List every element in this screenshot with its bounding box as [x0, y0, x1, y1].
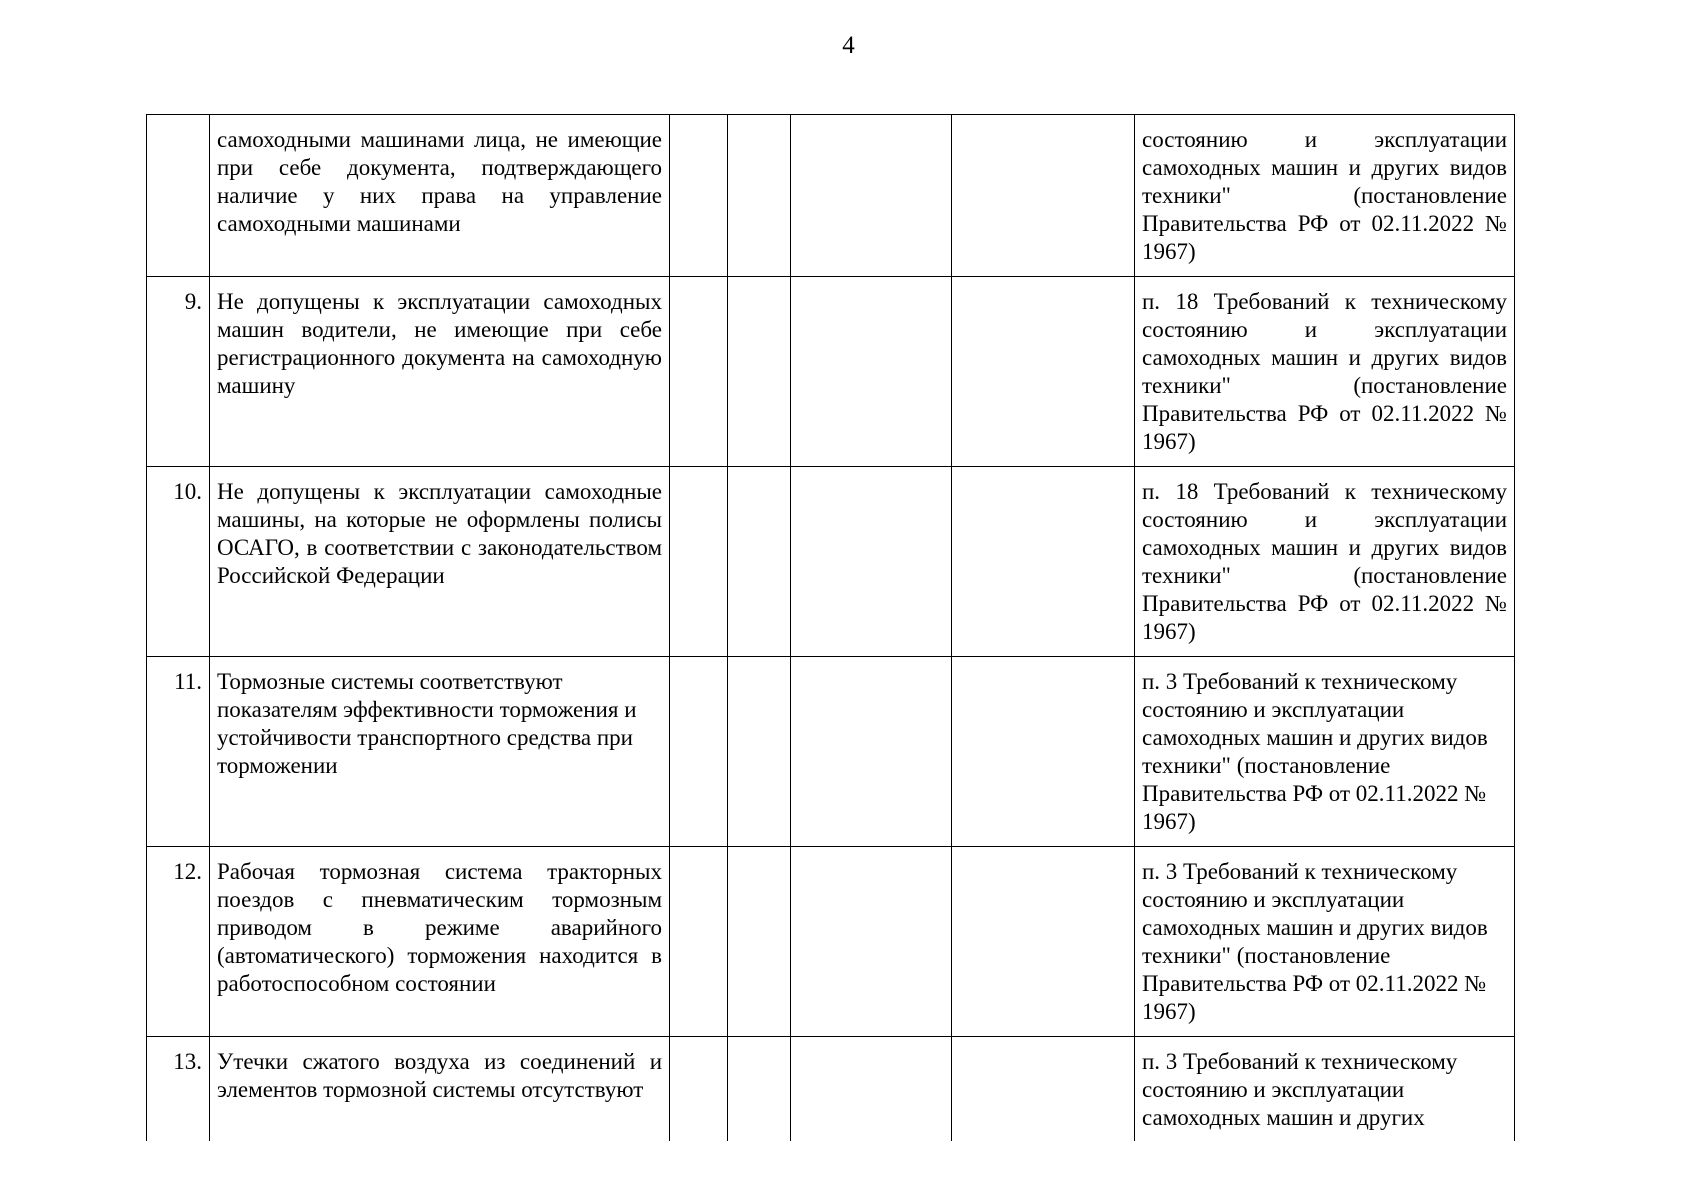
answer-yes-cell — [670, 847, 728, 1037]
reference-cell: п. 3 Требований к техническому состоянию и эксплуатации самоходных машин и других видов техники" (постановление Правительства РФ от 02.11.2022 № 1967) — [1135, 657, 1515, 847]
table-row — [147, 847, 1515, 1037]
answer-no-cell — [728, 115, 791, 277]
answer-na-cell — [791, 657, 952, 847]
answer-na-cell — [791, 467, 952, 657]
reference-cell: состоянию и эксплуатации самоходных машин и других видов техники" (постановление Правительства РФ от 02.11.2022 № 1967) — [1135, 115, 1515, 277]
row-number: 11. — [147, 657, 210, 847]
row-number: 12. — [147, 847, 210, 1037]
answer-yes-cell — [670, 277, 728, 467]
answer-no-cell — [728, 657, 791, 847]
reference-cell: п. 3 Требований к техническому состоянию и эксплуатации самоходных машин и других видов техники" (постановление Правительства РФ от 02.11.2022 № 1967) — [1135, 847, 1515, 1037]
answer-na-cell — [791, 115, 952, 277]
note-cell — [952, 467, 1135, 657]
reference-cell: п. 3 Требований к техническому состоянию и эксплуатации самоходных машин и других — [1135, 1037, 1515, 1142]
row-number: 13. — [147, 1037, 210, 1142]
requirement-cell: Тормозные системы соответствуют показателям эффективности торможения и устойчивости транспортного средства при торможении — [210, 657, 670, 847]
answer-yes-cell — [670, 657, 728, 847]
answer-na-cell — [791, 1037, 952, 1142]
answer-yes-cell — [670, 1037, 728, 1142]
row-number — [147, 115, 210, 277]
requirement-cell: Не допущены к эксплуатации самоходных машин водители, не имеющие при себе регистрационного документа на самоходную машину — [210, 277, 670, 467]
requirement-cell: Не допущены к эксплуатации самоходные машины, на которые не оформлены полисы ОСАГО, в соответствии с законодательством Российской Федерации — [210, 467, 670, 657]
answer-no-cell — [728, 1037, 791, 1142]
reference-cell: п. 18 Требований к техническому состоянию и эксплуатации самоходных машин и других видов техники" (постановление Правительства РФ от 02.11.2022 № 1967) — [1135, 467, 1515, 657]
answer-no-cell — [728, 277, 791, 467]
answer-yes-cell — [670, 115, 728, 277]
requirement-cell: самоходными машинами лица, не имеющие при себе документа, подтверждающего наличие у них права на управление самоходными машинами — [210, 115, 670, 277]
table-row — [147, 115, 1515, 277]
table-row — [147, 277, 1515, 467]
row-number: 10. — [147, 467, 210, 657]
answer-no-cell — [728, 467, 791, 657]
requirement-cell: Утечки сжатого воздуха из соединений и элементов тормозной системы отсутствуют — [210, 1037, 670, 1142]
page-number: 4 — [842, 32, 855, 59]
answer-na-cell — [791, 277, 952, 467]
reference-cell: п. 18 Требований к техническому состоянию и эксплуатации самоходных машин и других видов техники" (постановление Правительства РФ от 02.11.2022 № 1967) — [1135, 277, 1515, 467]
answer-na-cell — [791, 847, 952, 1037]
note-cell — [952, 115, 1135, 277]
note-cell — [952, 657, 1135, 847]
note-cell — [952, 277, 1135, 467]
checklist-table — [146, 114, 1515, 1141]
answer-yes-cell — [670, 467, 728, 657]
answer-no-cell — [728, 847, 791, 1037]
table-row — [147, 1037, 1515, 1142]
note-cell — [952, 847, 1135, 1037]
requirement-cell: Рабочая тормозная система тракторных поездов с пневматическим тормозным приводом в режиме аварийного (автоматического) торможения находится в работоспособном состоянии — [210, 847, 670, 1037]
table-row — [147, 657, 1515, 847]
table-row — [147, 467, 1515, 657]
note-cell — [952, 1037, 1135, 1142]
row-number: 9. — [147, 277, 210, 467]
